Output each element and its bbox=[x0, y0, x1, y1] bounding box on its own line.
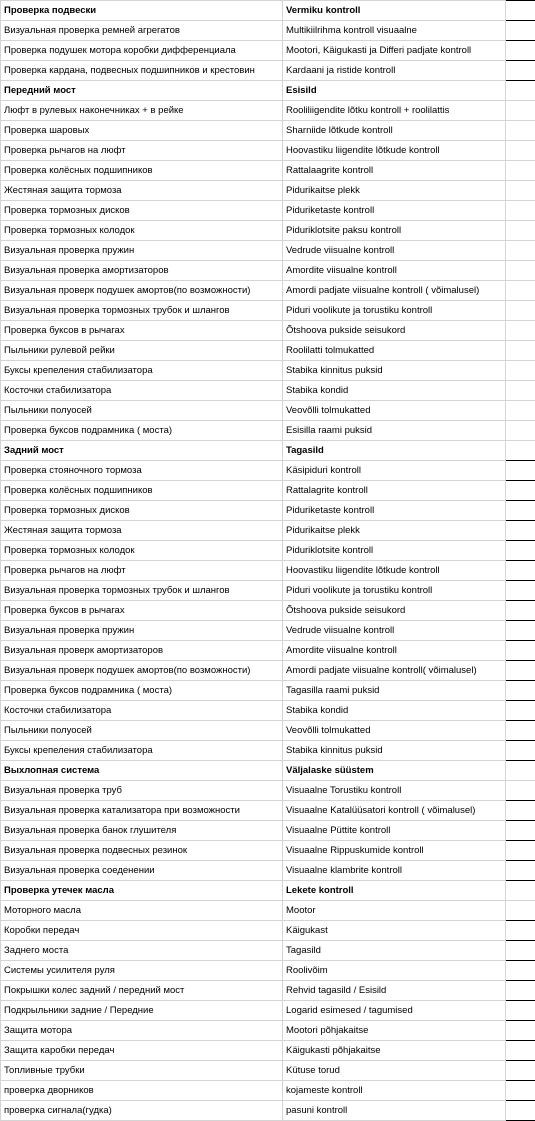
checklist-row bbox=[1, 501, 535, 521]
checklist-row bbox=[1, 641, 535, 661]
russian-label: Люфт в рулевых наконечниках + в рейке bbox=[1, 101, 283, 121]
check-box[interactable] bbox=[506, 861, 535, 881]
estonian-label: Käigukasti põhjakaitse bbox=[283, 1041, 506, 1061]
check-box[interactable] bbox=[506, 481, 535, 501]
estonian-label: Piduriketaste kontroll bbox=[283, 201, 506, 221]
section-header-row bbox=[1, 1, 535, 21]
russian-label: Проверка тормозных колодок bbox=[1, 541, 283, 561]
estonian-label: Amordite viisualne kontroll bbox=[283, 641, 506, 661]
check-box[interactable] bbox=[506, 801, 535, 821]
russian-label: Визуальная проверка пружин bbox=[1, 241, 283, 261]
estonian-label: Mootor bbox=[283, 901, 506, 921]
russian-label: Проверка шаровых bbox=[1, 121, 283, 141]
russian-label: Косточки стабилизатора bbox=[1, 701, 283, 721]
estonian-label: Esisild bbox=[283, 81, 506, 101]
empty-cell bbox=[506, 181, 535, 201]
estonian-label: Mootori põhjakaitse bbox=[283, 1021, 506, 1041]
estonian-label: Rattalaagrite kontroll bbox=[283, 161, 506, 181]
checklist-row bbox=[1, 281, 535, 301]
russian-label: Проверка кардана, подвесных подшипников и крестовин bbox=[1, 61, 283, 81]
russian-label: Визуальная проверка тормозных трубок и шлангов bbox=[1, 581, 283, 601]
empty-cell bbox=[506, 361, 535, 381]
check-box[interactable] bbox=[506, 21, 535, 41]
empty-cell bbox=[506, 321, 535, 341]
estonian-label: Visuaalne Torustiku kontroll bbox=[283, 781, 506, 801]
checklist-row bbox=[1, 661, 535, 681]
estonian-label: Amordite viisualne kontroll bbox=[283, 261, 506, 281]
estonian-label: Piduriketaste kontroll bbox=[283, 501, 506, 521]
russian-label: Визуальная проверка тормозных трубок и шлангов bbox=[1, 301, 283, 321]
check-box[interactable] bbox=[506, 1001, 535, 1021]
checklist-row bbox=[1, 101, 535, 121]
empty-cell bbox=[506, 221, 535, 241]
estonian-label: Vedrude viisualne kontroll bbox=[283, 241, 506, 261]
estonian-label: Vedrude viisualne kontroll bbox=[283, 621, 506, 641]
check-box[interactable] bbox=[506, 521, 535, 541]
empty-cell bbox=[506, 881, 535, 901]
checklist-row bbox=[1, 461, 535, 481]
check-box[interactable] bbox=[506, 981, 535, 1001]
checklist-rows bbox=[1, 1, 535, 1121]
russian-label: Проверка буксов в рычагах bbox=[1, 601, 283, 621]
section-header-row bbox=[1, 761, 535, 781]
russian-label: Проверка тормозных дисков bbox=[1, 201, 283, 221]
russian-label: Защита каробки передач bbox=[1, 1041, 283, 1061]
estonian-label: Käsipiduri kontroll bbox=[283, 461, 506, 481]
check-box[interactable] bbox=[506, 1061, 535, 1081]
russian-label: Визуальная проверк подушек амортов(по возможности) bbox=[1, 281, 283, 301]
estonian-label: Piduri voolikute ja torustiku kontroll bbox=[283, 301, 506, 321]
check-box[interactable] bbox=[506, 641, 535, 661]
estonian-label: Hoovastiku liigendite lõtkude kontroll bbox=[283, 561, 506, 581]
checklist-row bbox=[1, 961, 535, 981]
estonian-label: Sharniide lõtkude kontroll bbox=[283, 121, 506, 141]
russian-label: Проверка тормозных дисков bbox=[1, 501, 283, 521]
checklist-row bbox=[1, 681, 535, 701]
checklist-row bbox=[1, 361, 535, 381]
checklist-row bbox=[1, 801, 535, 821]
checklist-row bbox=[1, 41, 535, 61]
estonian-label: Rooliliigendite lõtku kontroll + roolilattis bbox=[283, 101, 506, 121]
estonian-label: Väljalaske süüstem bbox=[283, 761, 506, 781]
checklist-row bbox=[1, 1001, 535, 1021]
russian-label: Проверка колёсных подшипников bbox=[1, 161, 283, 181]
check-box[interactable] bbox=[506, 61, 535, 81]
russian-label: Пыльники рулевой рейки bbox=[1, 341, 283, 361]
estonian-label: Rattalagrite kontroll bbox=[283, 481, 506, 501]
empty-cell bbox=[506, 301, 535, 321]
empty-cell bbox=[506, 381, 535, 401]
checklist-row bbox=[1, 921, 535, 941]
russian-label: Проверка стояночного тормоза bbox=[1, 461, 283, 481]
empty-cell bbox=[506, 401, 535, 421]
check-box[interactable] bbox=[506, 701, 535, 721]
empty-cell bbox=[506, 141, 535, 161]
check-box[interactable] bbox=[506, 41, 535, 61]
estonian-label: Visuaalne Püttite kontroll bbox=[283, 821, 506, 841]
checklist-row bbox=[1, 541, 535, 561]
russian-label: Визуальная проверка соеденении bbox=[1, 861, 283, 881]
checklist-row bbox=[1, 561, 535, 581]
checklist-row bbox=[1, 381, 535, 401]
estonian-label: Mootori, Käigukasti ja Differi padjate kontroll bbox=[283, 41, 506, 61]
estonian-label: Kütuse torud bbox=[283, 1061, 506, 1081]
russian-label: Системы усилителя руля bbox=[1, 961, 283, 981]
check-box[interactable] bbox=[506, 621, 535, 641]
estonian-label: Visuaalne Katalüüsatori kontroll ( võimalusel) bbox=[283, 801, 506, 821]
checklist-row bbox=[1, 861, 535, 881]
checklist-row bbox=[1, 201, 535, 221]
empty-cell bbox=[506, 121, 535, 141]
section-header-row bbox=[1, 441, 535, 461]
check-box[interactable] bbox=[506, 461, 535, 481]
estonian-label: Vermiku kontroll bbox=[283, 1, 506, 21]
russian-label: Проверка колёсных подшипников bbox=[1, 481, 283, 501]
checklist-row bbox=[1, 701, 535, 721]
check-box[interactable] bbox=[506, 961, 535, 981]
checklist-row bbox=[1, 321, 535, 341]
russian-label: Визуальная проверка катализатора при возможности bbox=[1, 801, 283, 821]
checklist-row bbox=[1, 581, 535, 601]
estonian-label: Lekete kontroll bbox=[283, 881, 506, 901]
check-box[interactable] bbox=[506, 721, 535, 741]
estonian-label: Stabika kondid bbox=[283, 381, 506, 401]
estonian-label: Rehvid tagasild / Esisild bbox=[283, 981, 506, 1001]
checklist-row bbox=[1, 741, 535, 761]
russian-label: Проверка подушек мотора коробки дифференциала bbox=[1, 41, 283, 61]
checklist-row bbox=[1, 1061, 535, 1081]
estonian-label: Õtshoova pukside seisukord bbox=[283, 601, 506, 621]
estonian-label: Roolivõim bbox=[283, 961, 506, 981]
check-box[interactable] bbox=[506, 1041, 535, 1061]
russian-label: Покрышки колес задний / передний мост bbox=[1, 981, 283, 1001]
checklist-row bbox=[1, 621, 535, 641]
checklist-row bbox=[1, 981, 535, 1001]
russian-label: Жестяная защита тормоза bbox=[1, 181, 283, 201]
estonian-label: Esisilla raami puksid bbox=[283, 421, 506, 441]
russian-label: Подкрыльники задние / Передние bbox=[1, 1001, 283, 1021]
check-box[interactable] bbox=[506, 1021, 535, 1041]
russian-label: Буксы крепеления стабилизатора bbox=[1, 361, 283, 381]
russian-label: Проверка буксов в рычагах bbox=[1, 321, 283, 341]
russian-label: Визуальная проверка банок глушителя bbox=[1, 821, 283, 841]
estonian-label: Pidurikaitse plekk bbox=[283, 181, 506, 201]
check-box[interactable] bbox=[506, 1, 535, 21]
checklist-row bbox=[1, 941, 535, 961]
check-box[interactable] bbox=[506, 821, 535, 841]
empty-cell bbox=[506, 161, 535, 181]
russian-label: проверка дворников bbox=[1, 1081, 283, 1101]
russian-label: Коробки передач bbox=[1, 921, 283, 941]
checklist-row bbox=[1, 421, 535, 441]
russian-label: Визуальная проверк подушек амортов(по возможности) bbox=[1, 661, 283, 681]
estonian-label: kojameste kontroll bbox=[283, 1081, 506, 1101]
russian-label: Проверка рычагов на люфт bbox=[1, 561, 283, 581]
checklist-row bbox=[1, 261, 535, 281]
check-box[interactable] bbox=[506, 941, 535, 961]
empty-cell bbox=[506, 81, 535, 101]
empty-cell bbox=[506, 761, 535, 781]
russian-label: Визуальная проверка пружин bbox=[1, 621, 283, 641]
russian-label: Защита мотора bbox=[1, 1021, 283, 1041]
russian-label: Жестяная защита тормоза bbox=[1, 521, 283, 541]
check-box[interactable] bbox=[506, 841, 535, 861]
estonian-label: Piduri voolikute ja torustiku kontroll bbox=[283, 581, 506, 601]
empty-cell bbox=[506, 261, 535, 281]
checklist-row bbox=[1, 841, 535, 861]
section-header-row bbox=[1, 81, 535, 101]
russian-label: Топливные трубки bbox=[1, 1061, 283, 1081]
russian-label: Задний мост bbox=[1, 441, 283, 461]
check-box[interactable] bbox=[506, 781, 535, 801]
estonian-label: Õtshoova pukside seisukord bbox=[283, 321, 506, 341]
checklist-row bbox=[1, 401, 535, 421]
estonian-label: Piduriklotsite kontroll bbox=[283, 541, 506, 561]
russian-label: Проверка утечек масла bbox=[1, 881, 283, 901]
estonian-label: Stabika kinnitus puksid bbox=[283, 361, 506, 381]
checklist-row bbox=[1, 61, 535, 81]
checklist-row bbox=[1, 21, 535, 41]
estonian-label: Stabika kinnitus puksid bbox=[283, 741, 506, 761]
checklist-row bbox=[1, 521, 535, 541]
check-box[interactable] bbox=[506, 501, 535, 521]
russian-label: Заднего моста bbox=[1, 941, 283, 961]
check-box[interactable] bbox=[506, 1081, 535, 1101]
russian-label: Проверка тормозных колодок bbox=[1, 221, 283, 241]
check-box[interactable] bbox=[506, 601, 535, 621]
check-box[interactable] bbox=[506, 581, 535, 601]
russian-label: Визуальная проверка амортизаторов bbox=[1, 261, 283, 281]
russian-label: Проверка рычагов на люфт bbox=[1, 141, 283, 161]
check-box[interactable] bbox=[506, 741, 535, 761]
checklist-row bbox=[1, 221, 535, 241]
russian-label: Пыльники полуосей bbox=[1, 401, 283, 421]
estonian-label: pasuni kontroll bbox=[283, 1101, 506, 1121]
russian-label: Передний мост bbox=[1, 81, 283, 101]
checklist-row bbox=[1, 601, 535, 621]
empty-cell bbox=[506, 241, 535, 261]
checklist-row bbox=[1, 121, 535, 141]
estonian-label: Veovõlli tolmukatted bbox=[283, 721, 506, 741]
estonian-label: Visuaalne Rippuskumide kontroll bbox=[283, 841, 506, 861]
estonian-label: Logarid esimesed / tagumised bbox=[283, 1001, 506, 1021]
russian-label: Визуальная проверка ремней агрегатов bbox=[1, 21, 283, 41]
checklist-row bbox=[1, 181, 535, 201]
empty-cell bbox=[506, 341, 535, 361]
checklist-row bbox=[1, 161, 535, 181]
russian-label: Пыльники полуосей bbox=[1, 721, 283, 741]
checklist-row bbox=[1, 821, 535, 841]
checklist-row bbox=[1, 1021, 535, 1041]
checklist-row bbox=[1, 721, 535, 741]
russian-label: Косточки стабилизатора bbox=[1, 381, 283, 401]
russian-label: Визуальная проверка подвесных резинок bbox=[1, 841, 283, 861]
empty-cell bbox=[506, 281, 535, 301]
check-box[interactable] bbox=[506, 661, 535, 681]
empty-cell bbox=[506, 421, 535, 441]
check-box[interactable] bbox=[506, 441, 535, 461]
estonian-label: Hoovastiku liigendite lõtkude kontroll bbox=[283, 141, 506, 161]
estonian-label: Pidurikaitse plekk bbox=[283, 521, 506, 541]
estonian-label: Tagasilla raami puksid bbox=[283, 681, 506, 701]
estonian-label: Veovõlli tolmukatted bbox=[283, 401, 506, 421]
section-header-row bbox=[1, 881, 535, 901]
estonian-label: Stabika kondid bbox=[283, 701, 506, 721]
check-box[interactable] bbox=[506, 681, 535, 701]
checklist-row bbox=[1, 781, 535, 801]
checklist-row bbox=[1, 481, 535, 501]
checklist-row bbox=[1, 141, 535, 161]
checklist-row bbox=[1, 1101, 535, 1121]
russian-label: проверка сигнала(гудка) bbox=[1, 1101, 283, 1121]
russian-label: Моторного масла bbox=[1, 901, 283, 921]
check-box[interactable] bbox=[506, 1101, 535, 1121]
russian-label: Проверка буксов подрамника ( моста) bbox=[1, 681, 283, 701]
russian-label: Буксы крепеления стабилизатора bbox=[1, 741, 283, 761]
check-box[interactable] bbox=[506, 561, 535, 581]
estonian-label: Amordi padjate viisualne kontroll( võimalusel) bbox=[283, 661, 506, 681]
check-box[interactable] bbox=[506, 541, 535, 561]
empty-cell bbox=[506, 201, 535, 221]
checklist-row bbox=[1, 1081, 535, 1101]
estonian-label: Tagasild bbox=[283, 941, 506, 961]
checklist-row bbox=[1, 901, 535, 921]
estonian-label: Multikiilrihma kontroll visuaalne bbox=[283, 21, 506, 41]
estonian-label: Roolilatti tolmukatted bbox=[283, 341, 506, 361]
estonian-label: Piduriklotsite paksu kontroll bbox=[283, 221, 506, 241]
checklist-row bbox=[1, 241, 535, 261]
checklist-row bbox=[1, 1041, 535, 1061]
estonian-label: Tagasild bbox=[283, 441, 506, 461]
russian-label: Выхлопная система bbox=[1, 761, 283, 781]
russian-label: Проверка буксов подрамника ( моста) bbox=[1, 421, 283, 441]
checklist-row bbox=[1, 301, 535, 321]
check-box[interactable] bbox=[506, 921, 535, 941]
estonian-label: Kardaani ja ristide kontroll bbox=[283, 61, 506, 81]
estonian-label: Visuaalne klambrite kontroll bbox=[283, 861, 506, 881]
russian-label: Визуальная проверка труб bbox=[1, 781, 283, 801]
estonian-label: Käigukast bbox=[283, 921, 506, 941]
checklist-row bbox=[1, 341, 535, 361]
russian-label: Визуальная проверк амортизаторов bbox=[1, 641, 283, 661]
estonian-label: Amordi padjate viisualne kontroll ( võimalusel) bbox=[283, 281, 506, 301]
check-box[interactable] bbox=[506, 901, 535, 921]
russian-label: Проверка подвески bbox=[1, 1, 283, 21]
empty-cell bbox=[506, 101, 535, 121]
